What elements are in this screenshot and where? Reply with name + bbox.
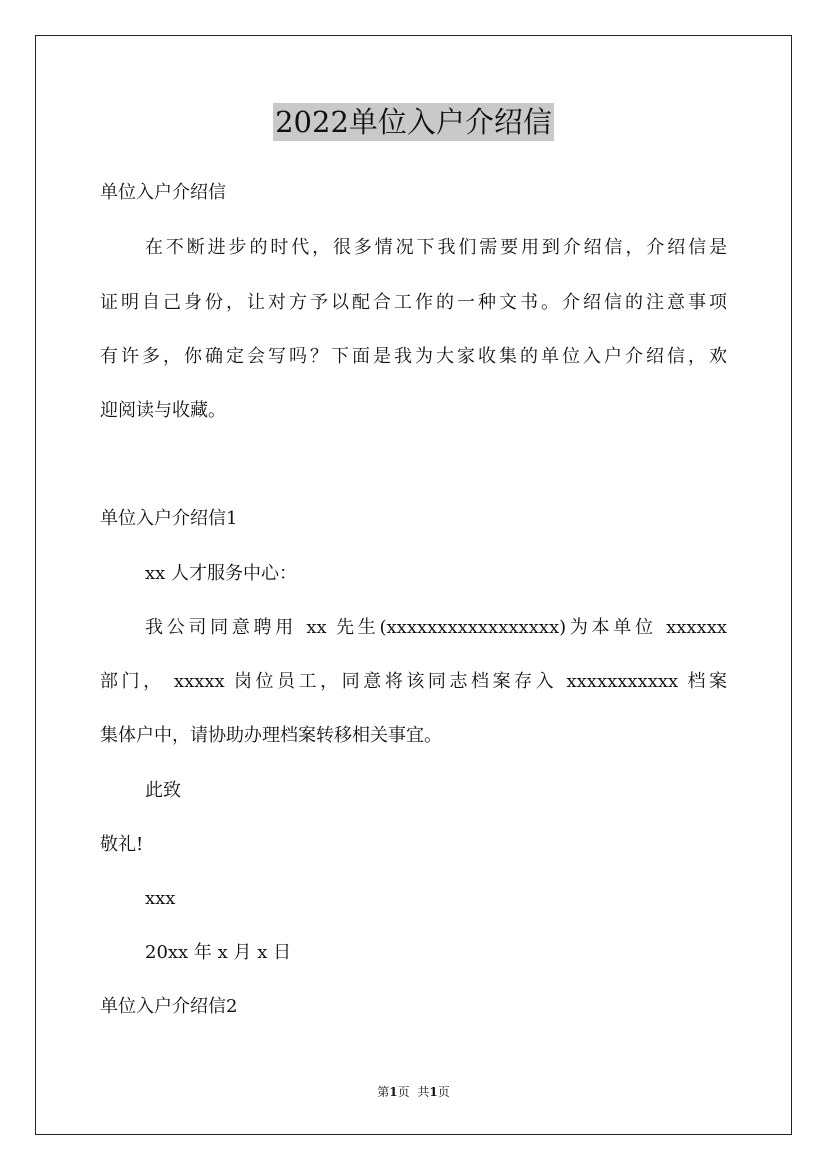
letter1-signature: xxx — [145, 888, 176, 909]
letter1-closing-1: 此致 — [145, 780, 181, 801]
footer-page-number: 1 — [389, 1085, 398, 1099]
title-wrap — [0, 103, 827, 141]
letter1-body-line-3: 集体户中，请协助办理档案转移相关事宜。 — [100, 725, 442, 746]
intro-line-3: 有许多，你确定会写吗？下面是我为大家收集的单位入户介绍信，欢 — [100, 346, 727, 367]
letter1-heading: 单位入户介绍信1 — [100, 508, 238, 529]
intro-line-2: 证明自己身份，让对方予以配合工作的一种文书。介绍信的注意事项 — [100, 292, 727, 313]
document-title: 2022单位入户介绍信 — [275, 105, 552, 139]
letter1-date: 20xx 年 x 月 x 日 — [145, 942, 292, 963]
letter1-body-line-1: 我公司同意聘用 xx 先生(xxxxxxxxxxxxxxxxx)为本单位 xxxxxx — [145, 617, 727, 638]
intro-line-1: 在不断进步的时代，很多情况下我们需要用到介绍信，介绍信是 — [145, 237, 727, 258]
letter2-heading: 单位入户介绍信2 — [100, 996, 238, 1017]
footer-total-suffix: 页 — [437, 1085, 450, 1099]
intro-line-4: 迎阅读与收藏。 — [100, 400, 226, 421]
footer-total-pages: 1 — [429, 1085, 438, 1099]
letter1-body-line-2: 部门， xxxxx 岗位员工，同意将该同志档案存入 xxxxxxxxxxx 档案 — [100, 671, 727, 692]
subtitle: 单位入户介绍信 — [100, 182, 226, 203]
letter1-salutation: xx 人才服务中心： — [145, 563, 298, 584]
footer-prefix: 第 — [377, 1085, 390, 1099]
footer-total-prefix: 共 — [417, 1085, 430, 1099]
page-footer — [0, 1084, 827, 1100]
letter1-closing-2: 敬礼! — [100, 834, 144, 855]
footer-page-suffix: 页 — [397, 1085, 410, 1099]
